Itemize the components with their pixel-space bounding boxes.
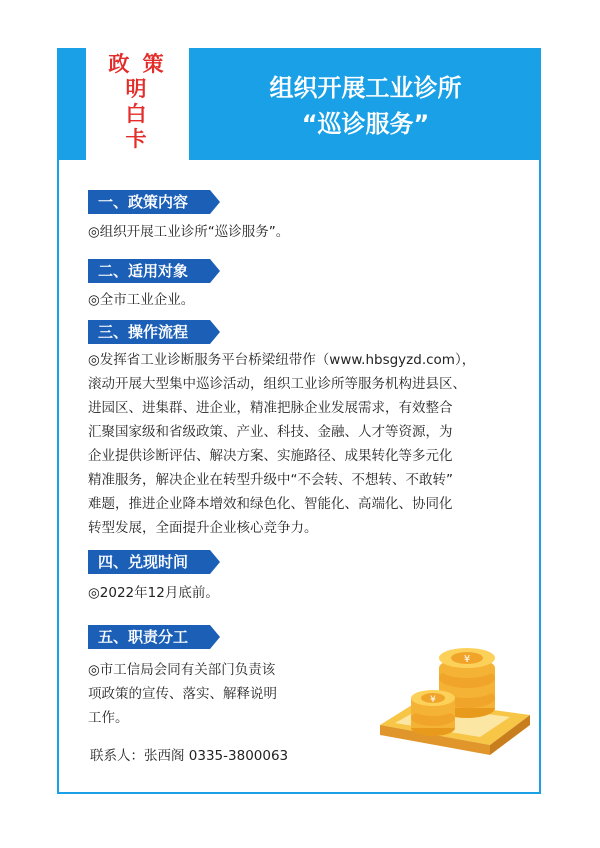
body-line: ◎市工信局会同有关部门负责该 bbox=[88, 662, 276, 678]
header-stripe bbox=[57, 48, 86, 160]
body-line: 难题，推进企业降本增效和绿色化、智能化、高端化、协同化 bbox=[88, 496, 453, 512]
body-line: 企业提供诊断评估、解决方案、实施路径、成果转化等多元化 bbox=[88, 448, 453, 464]
badge-line: 白 bbox=[125, 102, 150, 126]
section-body-process bbox=[88, 348, 516, 540]
section-heading-duty: 五、职责分工 bbox=[88, 625, 210, 649]
badge-line: 政 策 bbox=[108, 52, 167, 76]
body-line: 滚动开展大型集中巡诊活动，组织工业诊所等服务机构进县区、 bbox=[88, 376, 466, 392]
body-line: 工作。 bbox=[88, 710, 129, 726]
page-title bbox=[190, 70, 541, 142]
contact-info: 联系人：张西阁 0335-3800063 bbox=[90, 748, 289, 764]
title-line-1: 组织开展工业诊所 bbox=[269, 74, 462, 102]
section-heading-target: 二、适用对象 bbox=[88, 259, 210, 283]
body-line: 精准服务，解决企业在转型升级中“不会转、不想转、不敢转” bbox=[88, 472, 453, 488]
section-heading-process: 三、操作流程 bbox=[88, 320, 210, 344]
policy-badge bbox=[86, 52, 189, 152]
section-heading-time: 四、兑现时间 bbox=[88, 550, 210, 574]
body-line: 汇聚国家级和省级政策、产业、科技、金融、人才等资源，为 bbox=[88, 424, 453, 440]
badge-line: 明 bbox=[125, 77, 150, 101]
svg-text:¥: ¥ bbox=[430, 695, 436, 705]
title-line-2: “巡诊服务” bbox=[301, 110, 430, 138]
section-heading-content: 一、政策内容 bbox=[88, 190, 210, 214]
section-body-time: ◎2022年12月底前。 bbox=[88, 585, 219, 601]
svg-text:¥: ¥ bbox=[463, 654, 471, 665]
body-line: 进园区、进集群、进企业，精准把脉企业发展需求，有效整合 bbox=[88, 400, 453, 416]
body-line: ◎发挥省工业诊断服务平台桥梁纽带作（www.hbsgyzd.com）， bbox=[88, 352, 476, 368]
badge-line: 卡 bbox=[125, 127, 150, 151]
gold-coins-icon bbox=[375, 640, 535, 765]
section-body-content: ◎组织开展工业诊所“巡诊服务”。 bbox=[88, 224, 290, 240]
body-line: 项政策的宣传、落实、解释说明 bbox=[88, 686, 277, 702]
body-line: 转型发展，全面提升企业核心竞争力。 bbox=[88, 520, 318, 536]
section-body-target: ◎全市工业企业。 bbox=[88, 292, 195, 308]
section-body-duty bbox=[88, 658, 348, 730]
